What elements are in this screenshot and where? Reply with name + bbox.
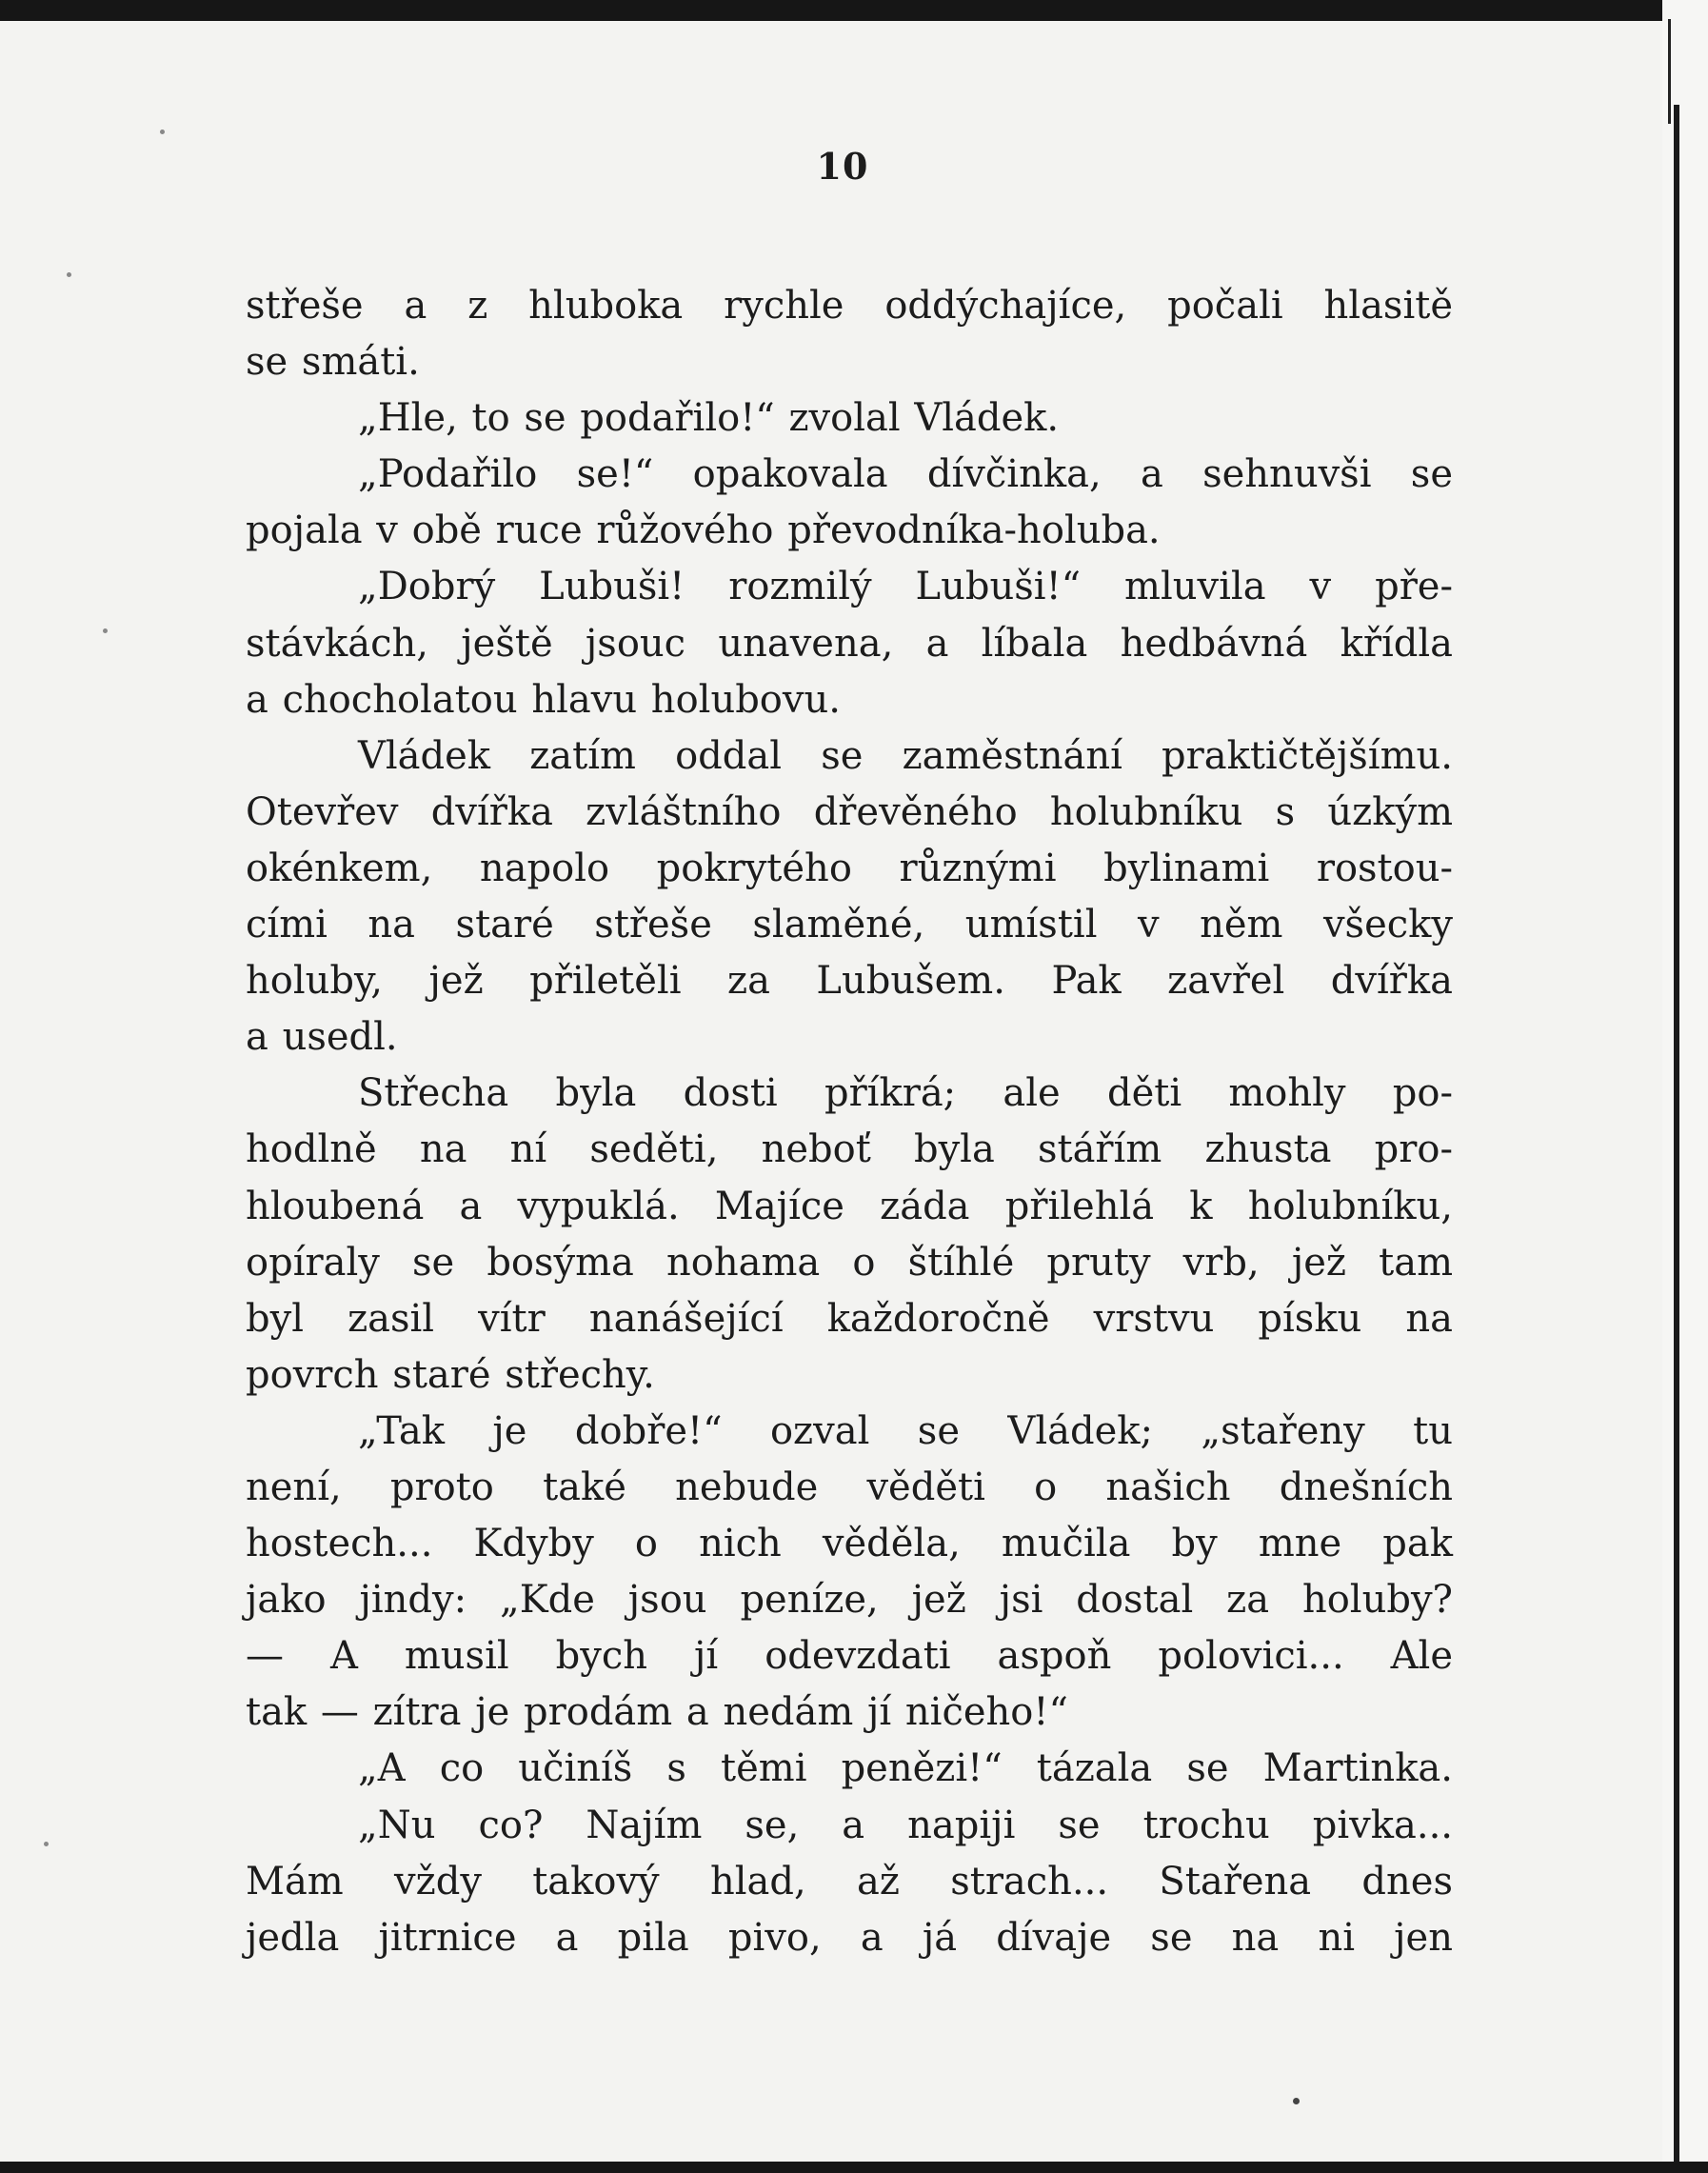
text-line: „Tak je dobře!“ ozval se Vládek; „stařeny tu (358, 1408, 1453, 1453)
text-line: „Hle, to se podařilo!“ zvolal Vládek. (358, 396, 1060, 441)
text-line: pojala v obě ruce růžového převodníka-holuba. (246, 508, 1161, 553)
scan-right-rule (1674, 105, 1679, 2173)
page-number: 10 (816, 145, 869, 188)
body-text (246, 278, 1453, 1966)
text-line: jako jindy: „Kde jsou peníze, jež jsi dostal za holuby? (246, 1578, 1453, 1623)
scan-speck (103, 628, 108, 633)
text-line: Střecha byla dosti příkrá; ale děti mohly po- (358, 1071, 1453, 1116)
text-line: Vládek zatím oddal se zaměstnání praktičtějšímu. (358, 733, 1453, 778)
text-line: „Nu co? Najím se, a napiji se trochu pivka... (358, 1803, 1453, 1847)
text-line: holuby, jež přiletěli za Lubušem. Pak zavřel dvířka (246, 959, 1453, 1004)
text-line: „A co učiníš s těmi penězi!“ tázala se Martinka. (358, 1746, 1453, 1791)
text-line: „Dobrý Lubuši! rozmilý Lubuši!“ mluvila v pře- (358, 565, 1453, 609)
text-line: byl zasil vítr nanášející každoročně vrstvu písku na (246, 1296, 1453, 1341)
text-line: se smáti. (246, 340, 420, 385)
text-line: cími na staré střeše slaměné, umístil v něm všecky (246, 903, 1453, 947)
text-line: tak — zítra je prodám a nedám jí ničeho!“ (246, 1690, 1068, 1735)
text-line: jedla jitrnice a pila pivo, a já dívaje se na ni jen (246, 1915, 1453, 1960)
text-line: — A musil bych jí odevzdati aspoň polovici... Ale (246, 1634, 1453, 1679)
text-line: hloubená a vypuklá. Majíce záda přilehlá k holubníku, (246, 1184, 1453, 1228)
scan-right-margin (1662, 0, 1708, 2173)
text-line: stávkách, ještě jsouc unavena, a líbala hedbávná křídla (246, 621, 1453, 666)
text-line: a usedl. (246, 1015, 398, 1060)
text-line: není, proto také nebude věděti o našich dnešních (246, 1465, 1453, 1509)
text-line: „Podařilo se!“ opakovala dívčinka, a sehnuvši se (358, 452, 1453, 497)
text-line: a chocholatou hlavu holubovu. (246, 677, 841, 722)
scan-speck (44, 1842, 49, 1846)
scan-right-rule-top (1668, 19, 1671, 124)
scan-bottom-border (0, 2162, 1708, 2173)
scan-speck (160, 130, 165, 134)
text-line: Otevřev dvířka zvláštního dřevěného holubníku s úzkým (246, 789, 1453, 834)
text-line: hostech... Kdyby o nich věděla, mučila by mne pak (246, 1522, 1453, 1566)
scan-top-border (0, 0, 1708, 21)
scan-speck (67, 272, 71, 277)
text-line: povrch staré střechy. (246, 1352, 655, 1397)
scan-speck (1293, 2098, 1300, 2104)
text-line: střeše a z hluboka rychle oddýchajíce, počali hlasitě (246, 284, 1453, 328)
text-line: opíraly se bosýma nohama o štíhlé pruty vrb, jež tam (246, 1240, 1453, 1285)
text-line: okénkem, napolo pokrytého různými bylinami rostou- (246, 846, 1453, 890)
text-line: Mám vždy takový hlad, až strach... Stařena dnes (246, 1859, 1453, 1904)
text-line: hodlně na ní seděti, neboť byla stářím zhusta pro- (246, 1127, 1453, 1172)
